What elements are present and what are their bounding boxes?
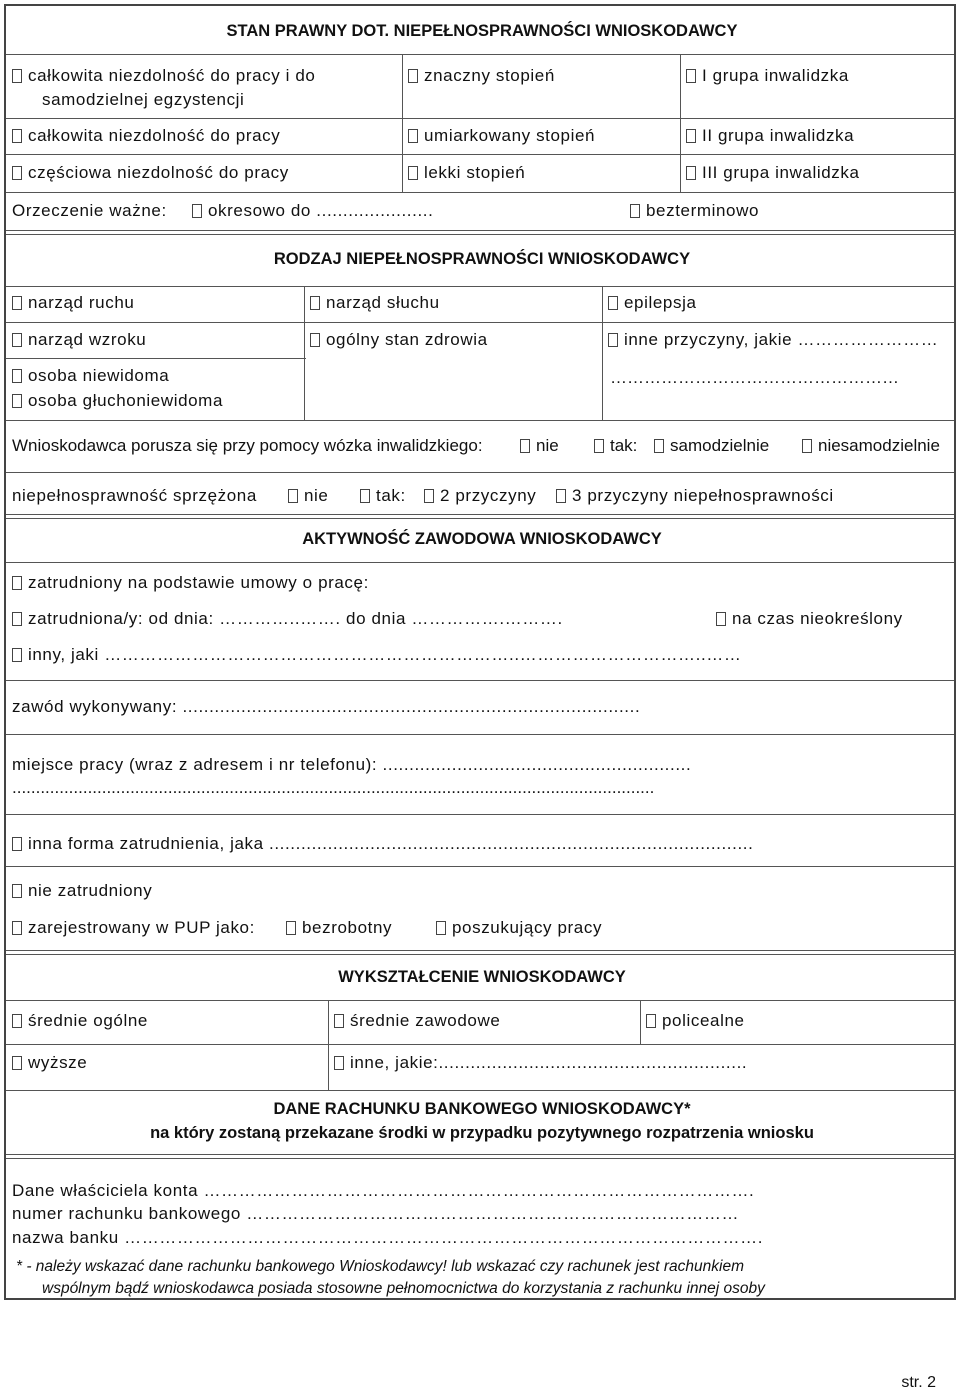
checkbox-wozek-samodzielnie[interactable] xyxy=(654,436,769,456)
checkbox-icon[interactable] xyxy=(12,612,22,626)
checkbox-icon[interactable] xyxy=(12,1014,22,1028)
checkbox-wozek-niesamodzielnie[interactable] xyxy=(802,436,940,456)
checkbox-label: lekki stopień xyxy=(424,163,526,182)
sprzezona-label: niepełnosprawność sprzężona xyxy=(12,486,257,505)
checkbox-srednie-ogolne[interactable] xyxy=(12,1011,148,1031)
section-title-stan-prawny: STAN PRAWNY DOT. NIEPEŁNOSPRAWNOŚCI WNIOSKODAWCY xyxy=(226,22,738,40)
divider xyxy=(6,234,954,235)
zawod-field[interactable]: zawód wykonywany: ...................................................................................... xyxy=(12,697,641,716)
checkbox-icon[interactable] xyxy=(12,394,22,408)
checkbox-label: umiarkowany stopień xyxy=(424,126,596,145)
checkbox-label: wyższe xyxy=(28,1053,88,1072)
checkbox-bezrobotny[interactable] xyxy=(286,918,392,938)
checkbox-icon[interactable] xyxy=(716,612,726,626)
divider xyxy=(6,154,954,155)
checkbox-icon[interactable] xyxy=(608,333,618,347)
checkbox-label: całkowita niezdolność do pracy i do xyxy=(28,66,316,85)
section-title-rodzaj: RODZAJ NIEPEŁNOSPRAWNOŚCI WNIOSKODAWCY xyxy=(273,250,691,268)
checkbox-icon[interactable] xyxy=(12,296,22,310)
divider xyxy=(6,562,954,563)
checkbox-icon[interactable] xyxy=(408,129,418,143)
checkbox-icon[interactable] xyxy=(654,439,664,453)
checkbox-label: II grupa inwalidzka xyxy=(702,126,855,145)
checkbox-label: nie xyxy=(304,486,329,505)
checkbox-gluchoniewidoma[interactable] xyxy=(12,391,223,411)
checkbox-icon[interactable] xyxy=(408,166,418,180)
checkbox-label: tak: xyxy=(376,486,406,505)
footnote-line-2: wspólnym bądź wnioskodawca posiada stosowne pełnomocnictwa do korzystania z rachunku innej osoby xyxy=(42,1280,765,1297)
checkbox-label: inne, jakie:.......................................................... xyxy=(350,1053,748,1072)
checkbox-icon[interactable] xyxy=(408,69,418,83)
checkbox-inna-forma[interactable] xyxy=(12,834,753,854)
checkbox-label: średnie ogólne xyxy=(28,1011,148,1030)
divider xyxy=(6,1090,954,1091)
checkbox-calkowita-praca[interactable] xyxy=(12,126,280,146)
divider xyxy=(6,54,954,55)
divider xyxy=(6,734,954,735)
column-divider xyxy=(680,54,681,192)
checkbox-label: bezrobotny xyxy=(302,918,393,937)
checkbox-label: niesamodzielnie xyxy=(818,436,940,455)
checkbox-label: całkowita niezdolność do pracy xyxy=(28,126,281,145)
column-divider xyxy=(602,286,603,420)
checkbox-sprzezona-3[interactable] xyxy=(556,486,834,506)
divider xyxy=(6,518,954,519)
checkbox-label: bezterminowo xyxy=(646,201,760,220)
checkbox-label: osoba głuchoniewidoma xyxy=(28,391,224,410)
divider xyxy=(6,954,954,955)
checkbox-label: inna forma zatrudnienia, jaka ........................................................................................... xyxy=(28,834,754,853)
checkbox-icon[interactable] xyxy=(12,576,22,590)
checkbox-icon[interactable] xyxy=(12,333,22,347)
checkbox-sprzezona-tak[interactable] xyxy=(360,486,406,506)
checkbox-inne-przyczyny[interactable] xyxy=(608,330,938,350)
divider xyxy=(6,286,954,287)
section-subtitle-bank: na który zostaną przekazane środki w przypadku pozytywnego rozpatrzenia wniosku xyxy=(150,1124,814,1142)
checkbox-niewidoma[interactable] xyxy=(12,366,169,386)
checkbox-nieokreslony[interactable] xyxy=(716,609,903,629)
checkbox-label: znaczny stopień xyxy=(424,66,555,85)
column-divider xyxy=(402,54,403,192)
checkbox-icon[interactable] xyxy=(12,921,22,935)
checkbox-label: I grupa inwalidzka xyxy=(702,66,849,85)
divider xyxy=(6,472,954,473)
checkbox-grupa-2[interactable] xyxy=(686,126,854,146)
checkbox-label: zatrudniony na podstawie umowy o pracę: xyxy=(28,573,369,592)
checkbox-icon[interactable] xyxy=(334,1056,344,1070)
checkbox-icon[interactable] xyxy=(686,129,696,143)
divider xyxy=(6,1154,954,1155)
checkbox-label: epilepsja xyxy=(624,293,697,312)
checkbox-grupa-3[interactable] xyxy=(686,163,860,183)
checkbox-icon[interactable] xyxy=(520,439,530,453)
checkbox-sprzezona-2[interactable] xyxy=(424,486,536,506)
divider xyxy=(6,192,954,193)
checkbox-label: samodzielnie xyxy=(670,436,770,455)
checkbox-label: 2 przyczyny xyxy=(440,486,537,505)
miejsce-pracy-cont[interactable]: ........................................................................................................................................ xyxy=(12,778,655,797)
numer-rachunku-field[interactable]: numer rachunku bankowego ………………………………………………………………………… xyxy=(12,1204,740,1223)
checkbox-label: policealne xyxy=(662,1011,745,1030)
checkbox-label: narząd słuchu xyxy=(326,293,440,312)
nazwa-banku-field[interactable]: nazwa banku ………………………………………………………………………………………………. xyxy=(12,1228,764,1247)
wozek-label: Wnioskodawca porusza się przy pomocy wózka inwalidzkiego: xyxy=(12,436,483,455)
checkbox-policealne[interactable] xyxy=(646,1011,745,1031)
checkbox-inne-wyksztalcenie[interactable] xyxy=(334,1053,747,1073)
checkbox-label-cont: samodzielnej egzystencji xyxy=(42,90,245,109)
checkbox-label: zarejestrowany w PUP jako: xyxy=(28,918,255,937)
column-divider xyxy=(304,286,305,420)
inne-przyczyny-line[interactable]: …………………………………………… xyxy=(610,368,899,387)
checkbox-label: 3 przyczyny niepełnosprawności xyxy=(572,486,834,505)
checkbox-icon[interactable] xyxy=(12,369,22,383)
checkbox-wozek-tak[interactable] xyxy=(594,436,637,456)
checkbox-icon[interactable] xyxy=(802,439,812,453)
checkbox-narzad-sluchu[interactable] xyxy=(310,293,440,313)
checkbox-icon[interactable] xyxy=(12,166,22,180)
checkbox-icon[interactable] xyxy=(12,129,22,143)
divider xyxy=(6,322,954,323)
checkbox-icon[interactable] xyxy=(286,921,296,935)
footnote-line-1: * - należy wskazać dane rachunku bankowego Wnioskodawcy! lub wskazać czy rachunek jest rachunkiem xyxy=(16,1258,744,1275)
checkbox-label: nie zatrudniony xyxy=(28,881,153,900)
divider xyxy=(6,814,954,815)
checkbox-icon[interactable] xyxy=(556,489,566,503)
checkbox-icon[interactable] xyxy=(630,204,640,218)
checkbox-nie-zatrudniony[interactable] xyxy=(12,881,152,901)
checkbox-icon[interactable] xyxy=(12,648,22,662)
checkbox-label: tak: xyxy=(610,436,638,455)
checkbox-label: zatrudniona/y: od dnia: …………..……. do dnia …………….………. xyxy=(28,609,563,628)
divider xyxy=(6,358,306,359)
checkbox-label: narząd ruchu xyxy=(28,293,135,312)
checkbox-label: ogólny stan zdrowia xyxy=(326,330,488,349)
divider xyxy=(6,514,954,515)
checkbox-icon[interactable] xyxy=(686,166,696,180)
checkbox-icon[interactable] xyxy=(12,1056,22,1070)
form-frame xyxy=(4,4,956,1300)
column-divider xyxy=(328,1000,329,1090)
miejsce-pracy-field[interactable]: miejsce pracy (wraz z adresem i nr telefonu): .......................................................... xyxy=(12,755,692,774)
checkbox-label: narząd wzroku xyxy=(28,330,147,349)
checkbox-icon[interactable] xyxy=(12,69,22,83)
checkbox-icon[interactable] xyxy=(12,884,22,898)
checkbox-label: III grupa inwalidzka xyxy=(702,163,860,182)
checkbox-srednie-zawodowe[interactable] xyxy=(334,1011,500,1031)
section-title-bank: DANE RACHUNKU BANKOWEGO WNIOSKODAWCY* xyxy=(273,1100,691,1118)
divider xyxy=(6,680,954,681)
checkbox-icon[interactable] xyxy=(334,1014,344,1028)
section-title-aktywnosc: AKTYWNOŚĆ ZAWODOWA WNIOSKODAWCY xyxy=(302,530,662,548)
divider xyxy=(6,230,954,231)
checkbox-ogolny-stan[interactable] xyxy=(310,330,488,350)
checkbox-narzad-ruchu[interactable] xyxy=(12,293,134,313)
checkbox-czesciowa[interactable] xyxy=(12,163,289,183)
checkbox-umowa[interactable] xyxy=(12,573,369,593)
checkbox-label: inny, jaki ……………………………………………………………..…………………………..…… xyxy=(28,645,742,664)
checkbox-umiarkowany[interactable] xyxy=(408,126,595,146)
page-number: str. 2 xyxy=(901,1374,936,1391)
checkbox-grupa-1[interactable] xyxy=(686,66,849,86)
checkbox-label: nie xyxy=(536,436,559,455)
checkbox-lekki[interactable] xyxy=(408,163,525,183)
divider xyxy=(6,1158,954,1159)
checkbox-bezterminowo[interactable] xyxy=(630,201,759,221)
divider xyxy=(6,1000,954,1001)
checkbox-icon[interactable] xyxy=(436,921,446,935)
checkbox-wozek-nie[interactable] xyxy=(520,436,559,456)
checkbox-icon[interactable] xyxy=(594,439,604,453)
checkbox-od-dnia[interactable] xyxy=(12,609,563,629)
checkbox-calkowita-egzystencja[interactable] xyxy=(12,66,315,86)
checkbox-icon[interactable] xyxy=(360,489,370,503)
checkbox-label: poszukujący pracy xyxy=(452,918,603,937)
checkbox-icon[interactable] xyxy=(310,296,320,310)
checkbox-icon[interactable] xyxy=(310,333,320,347)
checkbox-icon[interactable] xyxy=(646,1014,656,1028)
checkbox-label: okresowo do ...................... xyxy=(208,201,434,220)
orzeczenie-label: Orzeczenie ważne: xyxy=(12,201,167,220)
checkbox-epilepsja[interactable] xyxy=(608,293,697,313)
checkbox-icon[interactable] xyxy=(12,837,22,851)
checkbox-wyzsze[interactable] xyxy=(12,1053,87,1073)
checkbox-icon[interactable] xyxy=(686,69,696,83)
checkbox-inny[interactable] xyxy=(12,645,742,665)
checkbox-label: osoba niewidoma xyxy=(28,366,170,385)
checkbox-sprzezona-nie[interactable] xyxy=(288,486,329,506)
checkbox-narzad-wzroku[interactable] xyxy=(12,330,146,350)
checkbox-okresowo[interactable] xyxy=(192,201,433,221)
checkbox-icon[interactable] xyxy=(424,489,434,503)
divider xyxy=(6,420,954,421)
checkbox-label: średnie zawodowe xyxy=(350,1011,501,1030)
checkbox-poszukujacy[interactable] xyxy=(436,918,602,938)
section-title-wyksztalcenie: WYKSZTAŁCENIE WNIOSKODAWCY xyxy=(338,968,626,986)
checkbox-label: częściowa niezdolność do pracy xyxy=(28,163,289,182)
column-divider xyxy=(640,1000,641,1044)
divider xyxy=(6,1044,954,1045)
divider xyxy=(6,118,954,119)
checkbox-icon[interactable] xyxy=(192,204,202,218)
checkbox-label: na czas nieokreślony xyxy=(732,609,903,628)
checkbox-icon[interactable] xyxy=(608,296,618,310)
divider xyxy=(6,950,954,951)
checkbox-icon[interactable] xyxy=(288,489,298,503)
checkbox-znaczny[interactable] xyxy=(408,66,555,86)
divider xyxy=(6,866,954,867)
wlasciciel-field[interactable]: Dane właściciela konta …………………………………………………………………………………. xyxy=(12,1181,755,1200)
checkbox-pup[interactable] xyxy=(12,918,255,938)
checkbox-label: inne przyczyny, jakie …………………… xyxy=(624,330,939,349)
